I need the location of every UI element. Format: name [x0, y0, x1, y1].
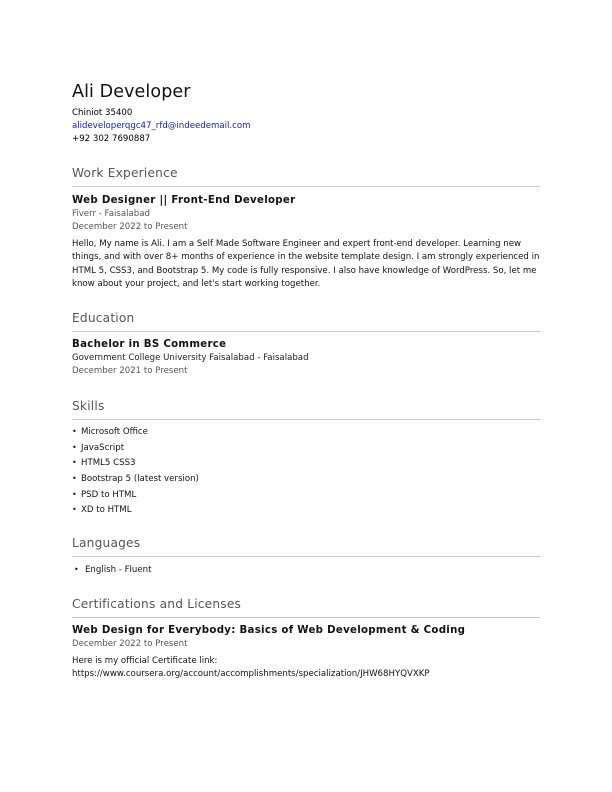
skill-label: JavaScript — [81, 442, 125, 453]
section-title-skills: Skills — [72, 399, 105, 413]
certification-link: https://www.coursera.org/account/accomplishments/specialization/JHW68HYQVXKP — [72, 669, 430, 679]
list-item — [72, 487, 199, 503]
education-dates: December 2021 to Present — [72, 366, 188, 376]
divider — [72, 617, 540, 618]
divider — [72, 186, 540, 187]
section-title-work-experience: Work Experience — [72, 166, 178, 180]
bullet-icon: • — [72, 427, 77, 436]
divider — [72, 419, 540, 420]
skill-label: Microsoft Office — [81, 427, 148, 437]
list-item — [72, 471, 199, 487]
skills-list — [72, 424, 199, 518]
degree: Bachelor in BS Commerce — [72, 339, 227, 350]
certification-description: Here is my official Certificate link: — [72, 656, 218, 666]
divider — [72, 331, 540, 332]
certification-name: Web Design for Everybody: Basics of Web Development & Coding — [72, 625, 466, 636]
skill-label: PSD to HTML — [81, 489, 137, 500]
list-item — [72, 440, 199, 456]
job-dates: December 2022 to Present — [72, 222, 188, 232]
bullet-icon: • — [74, 565, 79, 574]
list-item — [72, 455, 199, 471]
skill-label: XD to HTML — [81, 505, 132, 516]
bullet-icon: • — [72, 458, 77, 468]
list-item — [72, 562, 151, 578]
section-title-education: Education — [72, 311, 135, 325]
certification-dates: December 2022 to Present — [72, 639, 188, 649]
list-item — [72, 424, 199, 440]
section-title-languages: Languages — [72, 536, 141, 550]
languages-list — [72, 562, 151, 578]
skill-label: Bootstrap 5 (latest version) — [81, 474, 199, 485]
job-description: Hello, My name is Ali. I am a Self Made Software Engineer and expert front-end developer. Learning new things, and with over 8+ months of experience in the website template design. I am strongly experienced in HTML 5, CSS3, and Bootstrap 5. My code is fully responsive. I also have knowledge of WordPress. So, let me know about your project, and let's start working together. — [72, 239, 540, 290]
section-title-certifications: Certifications and Licenses — [72, 597, 242, 611]
job-position: Web Designer || Front-End Developer — [72, 195, 296, 206]
bullet-icon: • — [72, 505, 77, 515]
bullet-icon: • — [72, 442, 77, 452]
bullet-icon: • — [72, 489, 77, 499]
language-label: English - Fluent — [85, 565, 152, 575]
email-link[interactable]: alideveloperqgc47_rfd@indeedemail.com — [72, 121, 251, 131]
location: Chiniot 35400 — [72, 108, 133, 118]
candidate-name: Ali Developer — [72, 82, 191, 102]
bullet-icon: • — [72, 474, 77, 484]
job-company: Fiverr - Faisalabad — [72, 209, 150, 219]
phone: +92 302 7690887 — [72, 134, 151, 144]
school: Government College University Faisalabad - Faisalabad — [72, 353, 309, 363]
skill-label: HTML5 CSS3 — [81, 458, 136, 469]
list-item — [72, 502, 199, 518]
divider — [72, 556, 540, 557]
